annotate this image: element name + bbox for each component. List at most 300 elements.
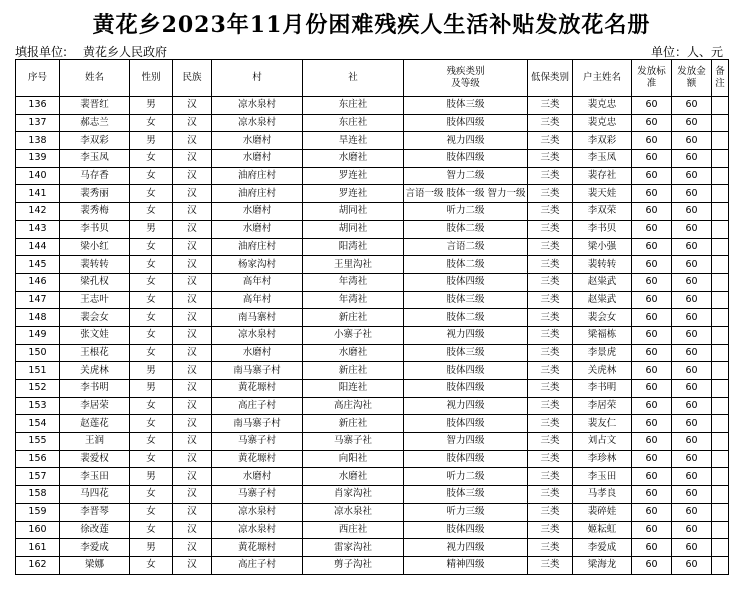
cell-seq: 159: [16, 503, 60, 521]
cell-amount: 60: [672, 433, 712, 451]
cell-remarks: [712, 450, 729, 468]
cell-gender: 女: [130, 556, 173, 574]
cell-gender: 女: [130, 150, 173, 168]
cell-name: 赵莲花: [60, 415, 130, 433]
cell-gender: 女: [130, 273, 173, 291]
filler-org: 黄花乡人民政府: [83, 45, 168, 59]
cell-village: 凉水泉村: [212, 521, 303, 539]
table-row: [16, 256, 729, 274]
cell-amount: 60: [672, 362, 712, 380]
cell-standard: 60: [632, 362, 672, 380]
cell-amount: 60: [672, 486, 712, 504]
cell-ethnicity: 汉: [173, 415, 212, 433]
cell-amount: 60: [672, 273, 712, 291]
subsidy-roster-table: [15, 59, 729, 575]
table-row: [16, 486, 729, 504]
table-row: [16, 97, 729, 115]
table-header: [16, 60, 729, 97]
cell-group: 东庄社: [303, 97, 404, 115]
cell-disability: 言语二级: [404, 238, 528, 256]
cell-standard: 60: [632, 415, 672, 433]
cell-standard: 60: [632, 273, 672, 291]
cell-household-head: 李居荣: [573, 397, 632, 415]
cell-group: 新庄社: [303, 309, 404, 327]
cell-village: 水磨村: [212, 468, 303, 486]
cell-standard: 60: [632, 256, 672, 274]
cell-remarks: [712, 167, 729, 185]
cell-name: 张文娃: [60, 326, 130, 344]
cell-disability: 言语一级 肢体一级 智力一级: [404, 185, 528, 203]
table-row: [16, 415, 729, 433]
cell-remarks: [712, 362, 729, 380]
cell-gender: 男: [130, 97, 173, 115]
cell-seq: 136: [16, 97, 60, 115]
cell-seq: 141: [16, 185, 60, 203]
cell-remarks: [712, 415, 729, 433]
cell-standard: 60: [632, 291, 672, 309]
cell-seq: 149: [16, 326, 60, 344]
cell-seq: 156: [16, 450, 60, 468]
cell-amount: 60: [672, 539, 712, 557]
cell-name: 郝志兰: [60, 114, 130, 132]
cell-remarks: [712, 397, 729, 415]
header-disability-line2: 及等级: [451, 78, 480, 89]
cell-remarks: [712, 185, 729, 203]
cell-disability: 视力四级: [404, 397, 528, 415]
cell-name: 关虎林: [60, 362, 130, 380]
cell-disability: 听力二级: [404, 203, 528, 221]
cell-group: 水磨社: [303, 468, 404, 486]
cell-remarks: [712, 556, 729, 574]
cell-group: 东庄社: [303, 114, 404, 132]
cell-standard: 60: [632, 132, 672, 150]
cell-insurance: 三类: [528, 203, 573, 221]
cell-village: 南马寨子村: [212, 362, 303, 380]
cell-seq: 150: [16, 344, 60, 362]
cell-remarks: [712, 468, 729, 486]
cell-name: 裴转转: [60, 256, 130, 274]
table-row: [16, 380, 729, 398]
cell-name: 李书明: [60, 380, 130, 398]
cell-amount: 60: [672, 309, 712, 327]
cell-standard: 60: [632, 397, 672, 415]
cell-disability: 肢体四级: [404, 415, 528, 433]
cell-gender: 女: [130, 114, 173, 132]
cell-amount: 60: [672, 97, 712, 115]
cell-disability: 精神四级: [404, 556, 528, 574]
cell-ethnicity: 汉: [173, 309, 212, 327]
cell-seq: 137: [16, 114, 60, 132]
header-name: 姓名: [60, 60, 130, 97]
cell-insurance: 三类: [528, 220, 573, 238]
cell-group: 肖家沟社: [303, 486, 404, 504]
cell-insurance: 三类: [528, 433, 573, 451]
cell-standard: 60: [632, 450, 672, 468]
cell-group: 向阳社: [303, 450, 404, 468]
cell-standard: 60: [632, 203, 672, 221]
cell-group: 马寨子社: [303, 433, 404, 451]
cell-seq: 139: [16, 150, 60, 168]
cell-disability: 肢体二级: [404, 309, 528, 327]
cell-name: 李爱成: [60, 539, 130, 557]
cell-household-head: 裴克忠: [573, 114, 632, 132]
cell-gender: 男: [130, 362, 173, 380]
cell-village: 凉水泉村: [212, 326, 303, 344]
cell-standard: 60: [632, 97, 672, 115]
cell-group: 旱连社: [303, 132, 404, 150]
table-row: [16, 291, 729, 309]
table-row: [16, 344, 729, 362]
cell-group: 阳湾社: [303, 238, 404, 256]
cell-name: 徐改莲: [60, 521, 130, 539]
table-row: [16, 556, 729, 574]
cell-group: 水磨社: [303, 344, 404, 362]
cell-amount: 60: [672, 256, 712, 274]
header-disability-line1: 残疾类别: [446, 66, 485, 77]
cell-village: 高庄子村: [212, 556, 303, 574]
cell-name: 李玉凤: [60, 150, 130, 168]
table-row: [16, 150, 729, 168]
cell-disability: 视力四级: [404, 326, 528, 344]
cell-amount: 60: [672, 556, 712, 574]
cell-ethnicity: 汉: [173, 556, 212, 574]
cell-household-head: 裴天娃: [573, 185, 632, 203]
cell-disability: 肢体三级: [404, 344, 528, 362]
cell-gender: 男: [130, 468, 173, 486]
cell-amount: 60: [672, 167, 712, 185]
cell-remarks: [712, 380, 729, 398]
cell-household-head: 裴会女: [573, 309, 632, 327]
cell-gender: 女: [130, 397, 173, 415]
table-row: [16, 539, 729, 557]
cell-gender: 女: [130, 309, 173, 327]
header-disability: [404, 60, 528, 97]
cell-remarks: [712, 238, 729, 256]
cell-ethnicity: 汉: [173, 539, 212, 557]
cell-household-head: 李双彩: [573, 132, 632, 150]
cell-remarks: [712, 150, 729, 168]
cell-ethnicity: 汉: [173, 167, 212, 185]
cell-standard: 60: [632, 167, 672, 185]
cell-name: 李居荣: [60, 397, 130, 415]
cell-seq: 138: [16, 132, 60, 150]
cell-village: 凉水泉村: [212, 97, 303, 115]
cell-household-head: 裴友仁: [573, 415, 632, 433]
cell-ethnicity: 汉: [173, 503, 212, 521]
cell-insurance: 三类: [528, 486, 573, 504]
cell-household-head: 李书贝: [573, 220, 632, 238]
cell-insurance: 三类: [528, 185, 573, 203]
cell-gender: 男: [130, 132, 173, 150]
page-title: 黄花乡2023年11月份困难残疾人生活补贴发放花名册: [92, 12, 651, 38]
table-row: [16, 433, 729, 451]
cell-standard: 60: [632, 468, 672, 486]
cell-group: 水磨社: [303, 150, 404, 168]
cell-seq: 154: [16, 415, 60, 433]
header-ethnicity: 民族: [173, 60, 212, 97]
cell-gender: 女: [130, 326, 173, 344]
cell-amount: 60: [672, 114, 712, 132]
cell-remarks: [712, 309, 729, 327]
cell-household-head: 李景虎: [573, 344, 632, 362]
cell-group: 胡同社: [303, 220, 404, 238]
cell-village: 凉水泉村: [212, 503, 303, 521]
cell-household-head: 裴克忠: [573, 97, 632, 115]
cell-village: 水磨村: [212, 220, 303, 238]
cell-standard: 60: [632, 503, 672, 521]
cell-disability: 肢体三级: [404, 97, 528, 115]
cell-standard: 60: [632, 238, 672, 256]
cell-village: 杨家沟村: [212, 256, 303, 274]
cell-household-head: 李玉田: [573, 468, 632, 486]
cell-standard: 60: [632, 539, 672, 557]
cell-group: 高庄沟社: [303, 397, 404, 415]
cell-village: 黄花塬村: [212, 539, 303, 557]
cell-household-head: 裴存社: [573, 167, 632, 185]
cell-amount: 60: [672, 468, 712, 486]
cell-disability: 听力三级: [404, 503, 528, 521]
cell-seq: 155: [16, 433, 60, 451]
cell-name: 马四花: [60, 486, 130, 504]
cell-village: 高庄子村: [212, 397, 303, 415]
table-row: [16, 167, 729, 185]
cell-seq: 140: [16, 167, 60, 185]
cell-amount: 60: [672, 521, 712, 539]
cell-disability: 肢体四级: [404, 114, 528, 132]
cell-name: 裴秀梅: [60, 203, 130, 221]
cell-insurance: 三类: [528, 273, 573, 291]
cell-household-head: 梁小强: [573, 238, 632, 256]
cell-ethnicity: 汉: [173, 362, 212, 380]
cell-name: 梁孔权: [60, 273, 130, 291]
cell-ethnicity: 汉: [173, 486, 212, 504]
cell-standard: 60: [632, 114, 672, 132]
header-village: 村: [212, 60, 303, 97]
cell-village: 水磨村: [212, 344, 303, 362]
header-standard-line2: 准: [646, 78, 657, 89]
cell-village: 高年村: [212, 291, 303, 309]
cell-household-head: 姬耘虹: [573, 521, 632, 539]
cell-group: 年湾社: [303, 291, 404, 309]
cell-remarks: [712, 521, 729, 539]
cell-seq: 158: [16, 486, 60, 504]
cell-village: 马寨子村: [212, 486, 303, 504]
cell-name: 王润: [60, 433, 130, 451]
cell-insurance: 三类: [528, 397, 573, 415]
cell-household-head: 李玉凤: [573, 150, 632, 168]
cell-insurance: 三类: [528, 132, 573, 150]
cell-village: 马寨子村: [212, 433, 303, 451]
cell-insurance: 三类: [528, 291, 573, 309]
cell-village: 黄花塬村: [212, 380, 303, 398]
table-row: [16, 468, 729, 486]
cell-gender: 女: [130, 521, 173, 539]
cell-standard: 60: [632, 309, 672, 327]
table-row: [16, 362, 729, 380]
cell-village: 油府庄村: [212, 185, 303, 203]
cell-standard: 60: [632, 486, 672, 504]
cell-remarks: [712, 256, 729, 274]
cell-disability: 听力二级: [404, 468, 528, 486]
cell-name: 裴秀丽: [60, 185, 130, 203]
cell-ethnicity: 汉: [173, 450, 212, 468]
cell-village: 水磨村: [212, 203, 303, 221]
cell-group: 年湾社: [303, 273, 404, 291]
cell-amount: 60: [672, 415, 712, 433]
cell-seq: 152: [16, 380, 60, 398]
cell-ethnicity: 汉: [173, 273, 212, 291]
cell-insurance: 三类: [528, 468, 573, 486]
cell-disability: 肢体四级: [404, 380, 528, 398]
cell-standard: 60: [632, 344, 672, 362]
cell-insurance: 三类: [528, 114, 573, 132]
cell-group: 罗连社: [303, 167, 404, 185]
cell-amount: 60: [672, 503, 712, 521]
cell-remarks: [712, 486, 729, 504]
header-household-head: 户主姓名: [573, 60, 632, 97]
cell-insurance: 三类: [528, 521, 573, 539]
cell-insurance: 三类: [528, 415, 573, 433]
cell-disability: 肢体三级: [404, 486, 528, 504]
filler-label: 填报单位:: [15, 45, 68, 59]
cell-standard: 60: [632, 185, 672, 203]
cell-standard: 60: [632, 556, 672, 574]
cell-disability: 肢体四级: [404, 273, 528, 291]
cell-group: 罗连社: [303, 185, 404, 203]
report-meta: [15, 43, 723, 59]
cell-seq: 144: [16, 238, 60, 256]
cell-household-head: 梁福栋: [573, 326, 632, 344]
cell-gender: 女: [130, 203, 173, 221]
cell-seq: 161: [16, 539, 60, 557]
header-group: 社: [303, 60, 404, 97]
cell-seq: 142: [16, 203, 60, 221]
cell-standard: 60: [632, 220, 672, 238]
cell-village: 南马寨子村: [212, 415, 303, 433]
cell-household-head: 李珍林: [573, 450, 632, 468]
cell-gender: 女: [130, 415, 173, 433]
cell-name: 李双彩: [60, 132, 130, 150]
filler-info: [15, 43, 167, 60]
cell-village: 水磨村: [212, 150, 303, 168]
cell-ethnicity: 汉: [173, 185, 212, 203]
cell-ethnicity: 汉: [173, 433, 212, 451]
cell-name: 李晋琴: [60, 503, 130, 521]
cell-name: 马存香: [60, 167, 130, 185]
cell-remarks: [712, 273, 729, 291]
cell-ethnicity: 汉: [173, 326, 212, 344]
table-row: [16, 309, 729, 327]
table-row: [16, 450, 729, 468]
cell-ethnicity: 汉: [173, 203, 212, 221]
cell-ethnicity: 汉: [173, 97, 212, 115]
table-row: [16, 326, 729, 344]
cell-standard: 60: [632, 433, 672, 451]
cell-group: 胡同社: [303, 203, 404, 221]
cell-amount: 60: [672, 185, 712, 203]
cell-household-head: 马孝良: [573, 486, 632, 504]
cell-village: 黄花塬村: [212, 450, 303, 468]
cell-group: 剪子沟社: [303, 556, 404, 574]
cell-amount: 60: [672, 450, 712, 468]
cell-disability: 智力二级: [404, 167, 528, 185]
cell-remarks: [712, 433, 729, 451]
cell-seq: 143: [16, 220, 60, 238]
cell-household-head: 李书明: [573, 380, 632, 398]
cell-household-head: 裴转转: [573, 256, 632, 274]
table-row: [16, 114, 729, 132]
cell-disability: 肢体四级: [404, 521, 528, 539]
cell-household-head: 赵粜武: [573, 273, 632, 291]
cell-amount: 60: [672, 344, 712, 362]
cell-insurance: 三类: [528, 309, 573, 327]
table-row: [16, 185, 729, 203]
cell-gender: 女: [130, 503, 173, 521]
cell-insurance: 三类: [528, 362, 573, 380]
header-amount-line2: 额: [686, 78, 697, 89]
cell-disability: 肢体二级: [404, 256, 528, 274]
cell-ethnicity: 汉: [173, 380, 212, 398]
cell-ethnicity: 汉: [173, 132, 212, 150]
cell-standard: 60: [632, 326, 672, 344]
table-row: [16, 220, 729, 238]
cell-village: 油府庄村: [212, 238, 303, 256]
cell-amount: 60: [672, 220, 712, 238]
cell-village: 高年村: [212, 273, 303, 291]
cell-household-head: 裴碎娃: [573, 503, 632, 521]
cell-seq: 157: [16, 468, 60, 486]
cell-seq: 160: [16, 521, 60, 539]
cell-insurance: 三类: [528, 238, 573, 256]
cell-name: 李书贝: [60, 220, 130, 238]
table-body: [16, 97, 729, 575]
header-standard-line1: 发放标: [637, 66, 666, 77]
cell-gender: 男: [130, 220, 173, 238]
cell-ethnicity: 汉: [173, 291, 212, 309]
cell-remarks: [712, 539, 729, 557]
cell-amount: 60: [672, 380, 712, 398]
cell-seq: 153: [16, 397, 60, 415]
cell-seq: 147: [16, 291, 60, 309]
cell-ethnicity: 汉: [173, 150, 212, 168]
cell-gender: 男: [130, 539, 173, 557]
cell-group: 雷家沟社: [303, 539, 404, 557]
cell-ethnicity: 汉: [173, 521, 212, 539]
cell-group: 西庄社: [303, 521, 404, 539]
cell-ethnicity: 汉: [173, 220, 212, 238]
cell-gender: 女: [130, 167, 173, 185]
header-insurance: 低保类别: [528, 60, 573, 97]
cell-insurance: 三类: [528, 539, 573, 557]
cell-disability: 肢体三级: [404, 291, 528, 309]
cell-group: 小寨子社: [303, 326, 404, 344]
cell-gender: 女: [130, 185, 173, 203]
cell-household-head: 李爱成: [573, 539, 632, 557]
header-gender: 性别: [130, 60, 173, 97]
cell-remarks: [712, 344, 729, 362]
cell-ethnicity: 汉: [173, 344, 212, 362]
cell-gender: 女: [130, 450, 173, 468]
cell-insurance: 三类: [528, 380, 573, 398]
cell-seq: 151: [16, 362, 60, 380]
cell-name: 李玉田: [60, 468, 130, 486]
cell-insurance: 三类: [528, 344, 573, 362]
cell-disability: 肢体四级: [404, 150, 528, 168]
cell-village: 凉水泉村: [212, 114, 303, 132]
cell-disability: 肢体二级: [404, 220, 528, 238]
table-row: [16, 238, 729, 256]
table-row: [16, 273, 729, 291]
